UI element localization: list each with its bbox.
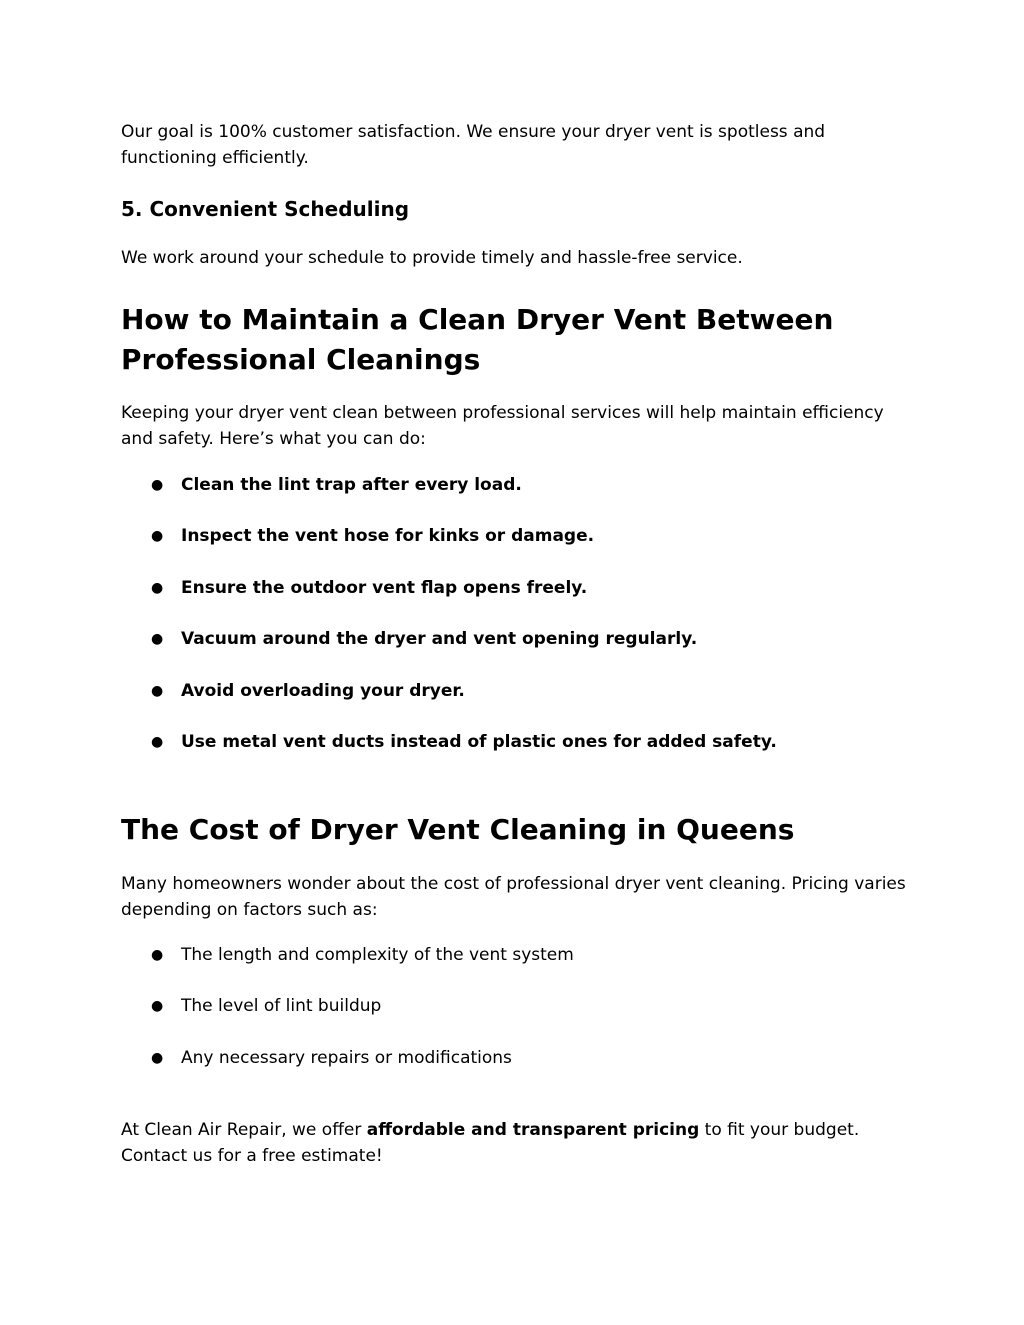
intro-paragraph: Our goal is 100% customer satisfaction. We ensure your dryer vent is spotless and functioning efficiently. <box>121 122 826 168</box>
bullet-icon: ● <box>151 631 164 647</box>
section5-heading: 5. Convenient Scheduling <box>121 197 410 221</box>
cost-intro-paragraph: Many homeowners wonder about the cost of professional dryer vent cleaning. Pricing varies depending on factors such as: <box>121 874 906 920</box>
list-item-text: Clean the lint trap after every load. <box>181 475 522 495</box>
list-item-text: Inspect the vent hose for kinks or damage. <box>181 526 595 546</box>
bullet-icon: ● <box>151 947 164 963</box>
bullet-icon: ● <box>151 580 164 596</box>
list-item-text: Avoid overloading your dryer. <box>181 681 465 701</box>
list-item-text: Vacuum around the dryer and vent opening regularly. <box>181 629 698 649</box>
closing-text-before: At Clean Air Repair, we offer <box>121 1120 367 1140</box>
list-item-text: Ensure the outdoor vent flap opens freely. <box>181 578 588 598</box>
cost-heading: The Cost of Dryer Vent Cleaning in Queens <box>121 813 795 846</box>
closing-text-bold: affordable and transparent pricing <box>366 1120 700 1140</box>
closing-text-after: to fit your budget. Contact us for a free estimate! <box>121 1120 860 1166</box>
section5-paragraph: We work around your schedule to provide timely and hassle-free service. <box>121 248 743 268</box>
bullet-icon: ● <box>151 683 164 699</box>
maintain-heading: How to Maintain a Clean Dryer Vent Between Professional Cleanings <box>121 303 834 376</box>
maintain-intro-paragraph: Keeping your dryer vent clean between professional services will help maintain efficiency and safety. Here’s what you can do: <box>121 403 884 449</box>
bullet-icon: ● <box>151 1050 164 1066</box>
closing-paragraph <box>121 1117 911 1169</box>
list-item-text: Use metal vent ducts instead of plastic ones for added safety. <box>181 732 777 752</box>
bullet-icon: ● <box>151 734 164 750</box>
list-item-text: Any necessary repairs or modifications <box>181 1048 512 1068</box>
bullet-icon: ● <box>151 998 164 1014</box>
bullet-icon: ● <box>151 477 164 493</box>
list-item-text: The level of lint buildup <box>181 996 382 1016</box>
list-item-text: The length and complexity of the vent system <box>181 945 574 965</box>
bullet-icon: ● <box>151 528 164 544</box>
